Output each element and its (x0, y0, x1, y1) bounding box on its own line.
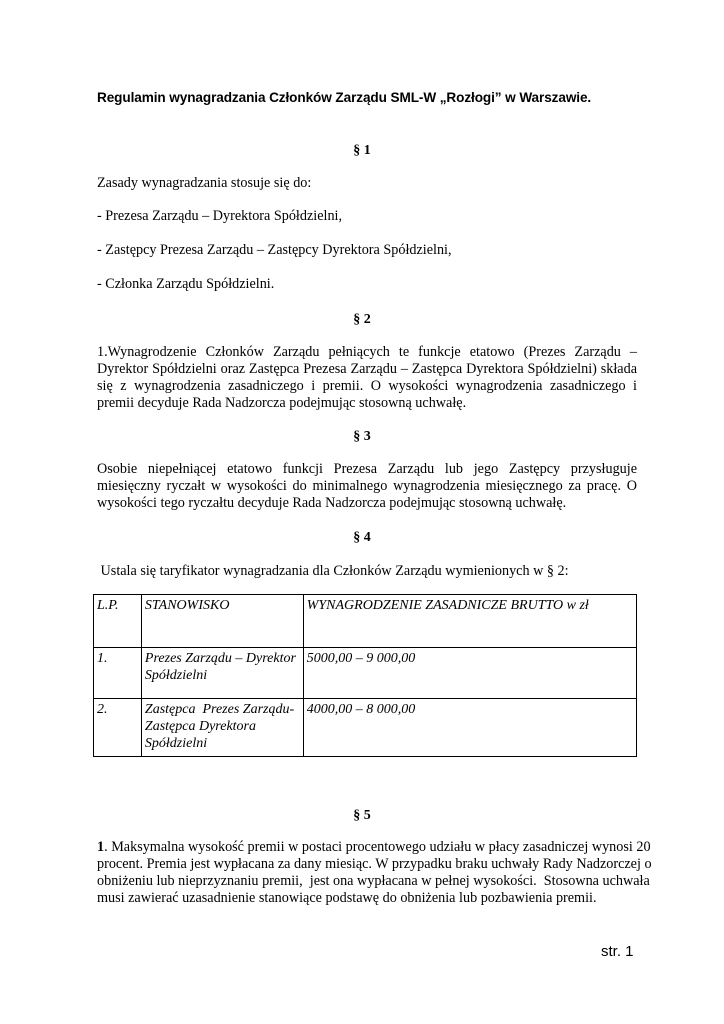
section-heading-5: § 5 (353, 808, 371, 823)
table-cell-position: Zastępca Prezes Zarządu- Zastępca Dyrektora Spółdzielni (141, 699, 303, 757)
table-cell-position: Prezes Zarządu – Dyrektor Spółdzielni (141, 648, 303, 699)
table-cell-number: 1. (94, 648, 142, 699)
table-header-cell: WYNAGRODZENIE ZASADNICZE BRUTTO w zł (303, 595, 636, 648)
section-2-paragraph: 1.Wynagrodzenie Członków Zarządu pełniących te funkcje etatowo (Prezes Zarządu – Dyrektor Spółdzielni oraz Zastępca Prezesa Zarządu – Zastępca Dyrektora Spółdzielni) składa się z wynagrodzenia zasadniczego i premii. O wysokości wynagrodzenia zasadniczego i premii decyduje Rada Nadzorcza podejmując stosowną uchwałę. (97, 344, 637, 411)
table-header-row (94, 595, 637, 648)
table-row (94, 699, 637, 757)
section-heading-3: § 3 (353, 429, 371, 444)
section-3-paragraph: Osobie niepełniącej etatowo funkcji Prezesa Zarządu lub jego Zastępcy przysługuje miesięczny ryczałt w wysokości do minimalnego wynagrodzenia miesięcznego za pracę. O wysokości tego ryczałtu decyduje Rada Nadzorcza podejmując stosowną uchwałę. (97, 461, 637, 511)
section-5-paragraph (97, 839, 657, 907)
table-cell-number: 2. (94, 699, 142, 757)
table-cell-salary: 5000,00 – 9 000,00 (303, 648, 636, 699)
document-title: Regulamin wynagradzania Członków Zarządu SML-W „Rozłogi” w Warszawie. (97, 90, 592, 105)
section-5-point-number: 1 (97, 839, 105, 855)
section-1-intro: Zasady wynagradzania stosuje się do: (97, 175, 312, 191)
page-number: str. 1 (601, 943, 634, 960)
section-1-item-3: - Członka Zarządu Spółdzielni. (97, 276, 275, 292)
salary-table (93, 594, 637, 757)
section-1-item-1: - Prezesa Zarządu – Dyrektora Spółdzielni, (97, 208, 343, 224)
section-5-text: . Maksymalna wysokość premii w postaci procentowego udziału w płacy zasadniczej wynosi 20 procent. Premia jest wypłacana za dany miesiąc. W przypadku braku uchwały Rady Nadzorczej o obniżeniu lub nieprzyznaniu premii, jest ona wypłacana w pełnej wysokości. Stosowna uchwała musi zawierać uzasadnienie stanowiące podstawę do obniżenia lub pozbawienia premii. (97, 839, 656, 906)
table-row (94, 648, 637, 699)
section-heading-4: § 4 (353, 530, 371, 545)
section-heading-2: § 2 (353, 312, 371, 327)
section-heading-1: § 1 (353, 143, 371, 158)
section-4-intro: Ustala się taryfikator wynagradzania dla Członków Zarządu wymienionych w § 2: (97, 563, 569, 579)
table-header-cell: L.P. (94, 595, 142, 648)
section-1-item-2: - Zastępcy Prezesa Zarządu – Zastępcy Dyrektora Spółdzielni, (97, 242, 452, 258)
table-header-cell: STANOWISKO (141, 595, 303, 648)
table-cell-salary: 4000,00 – 8 000,00 (303, 699, 636, 757)
